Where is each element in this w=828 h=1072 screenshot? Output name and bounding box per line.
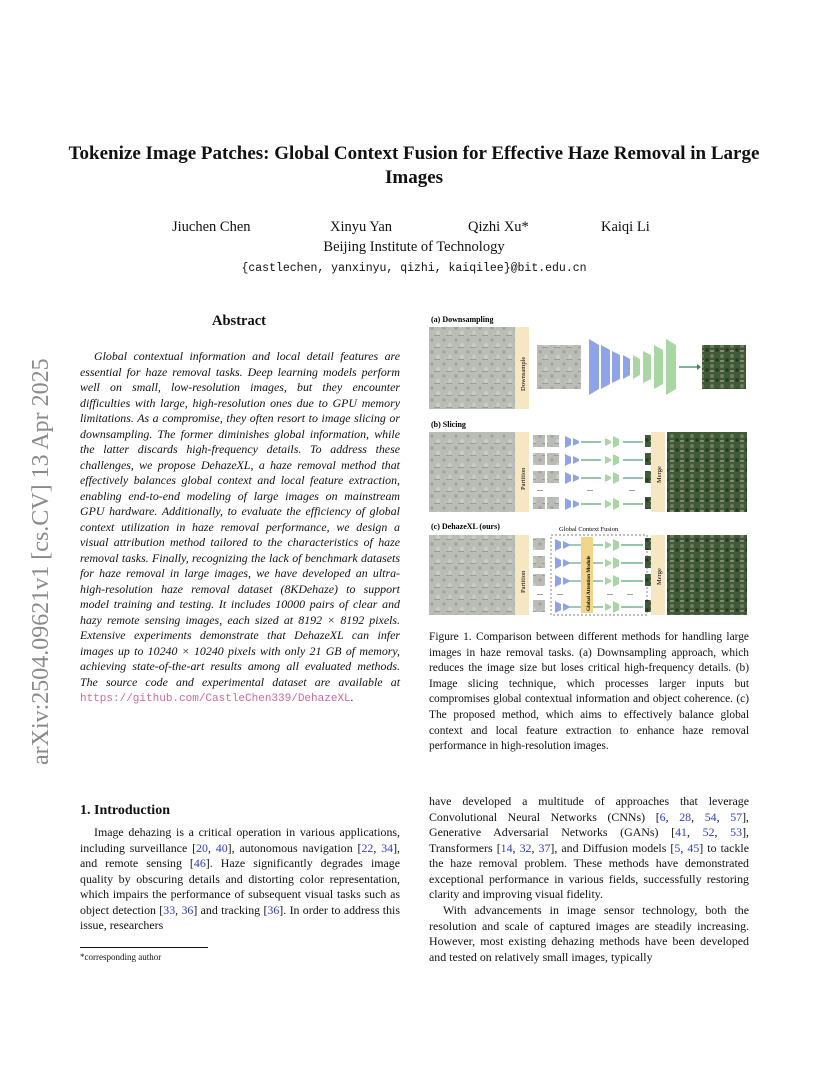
citation[interactable]: 5 [674, 840, 681, 855]
citation[interactable]: 14 [500, 840, 513, 855]
author-list [160, 219, 668, 237]
abstract-heading: Abstract [212, 313, 266, 329]
citation[interactable]: 33 [163, 902, 176, 917]
citation[interactable]: 52 [702, 825, 715, 839]
citation[interactable]: 57 [730, 809, 743, 824]
citation[interactable]: 28 [679, 809, 692, 824]
arrow-head [697, 364, 701, 370]
ellipsis: ... [629, 484, 635, 493]
hazy-image [429, 535, 515, 615]
footnote-rule [80, 947, 208, 948]
panel-c-label: (c) DehazeXL (ours) [431, 522, 500, 531]
merge-label: Merge [656, 568, 663, 585]
text: ] and tracking [ [193, 902, 268, 917]
text: ], Generative Adversarial Networks (GANs) [ [429, 809, 750, 839]
author-name: Qizhi Xu* [468, 219, 529, 235]
ellipsis: ... [627, 588, 633, 597]
affiliation: Beijing Institute of Technology [323, 239, 505, 255]
text: ], Transformers [ [429, 825, 749, 855]
citation[interactable]: 22 [361, 840, 374, 855]
citation[interactable]: 36 [181, 902, 194, 917]
ellipsis: ... [537, 484, 543, 493]
text: ], and remote sensing [ [80, 840, 401, 870]
partition-label: Partition [520, 467, 527, 490]
intro-heading: 1. Introduction [80, 803, 170, 818]
merge-label: Merge [656, 466, 663, 483]
citation[interactable]: 37 [538, 840, 551, 855]
paper-title: Tokenize Image Patches: Global Context Fusion for Effective Haze Removal in Large Images [68, 143, 760, 188]
code-link[interactable]: https://github.com/CastleChen339/DehazeXL [80, 693, 351, 705]
encoder-blocks [589, 339, 676, 395]
downsample-label: Downsample [520, 356, 527, 391]
output-image [667, 535, 747, 615]
output-image [667, 432, 747, 512]
intro-paragraph: Image dehazing is a critical operation in various applications, including surveillance [20, 40], autonomous navigation [22, 34], and remote sensing [46]. Haze significantly degrades image quality by obscuring details and distorting color representation, which impairs the performance of subsequent visual tasks such as object detection [33, 36] and tracking [36]. In order to address this issue, researchers [80, 825, 401, 932]
abstract-body [80, 349, 400, 708]
right-paragraph: have developed a multitude of approaches that leverage Convolutional Neural Networks (CNNs) [6, 28, 54, 57], Generative Adversarial Networks (GANs) [41, 52, 53], Transformers [14, 32, 37], and Diffusion models [5, 45] to tackle the haze removal problem. These methods have demonstrated exceptional performance in various fields, successfully restoring clarity and improving visual fidelity. [429, 794, 750, 901]
citation[interactable]: 53 [730, 825, 743, 839]
text: Image dehazing is a critical operation in various applications, including surveillance [ [80, 825, 400, 855]
author-name: Kaiqi Li [601, 219, 650, 235]
citation[interactable]: 6 [659, 809, 666, 824]
text: ], and Diffusion models [ [550, 840, 675, 855]
text: ]. Haze significantly degrades image quality by obscuring details and distorting color representation, which impairs the performance of subsequent visual tasks such as object detection [ [80, 856, 401, 917]
gam-label: Global Attention Module [586, 555, 592, 611]
figure-caption: Figure 1. Comparison between different methods for handling large images in haze removal tasks. (a) Downsampling approach, which reduces the image size but loses critical high-frequency details. (b) Image slicing technique, which processes larger inputs but compromises global contextual information and object coherence. (c) The proposed method, which aims to effectively balance global context and local feature extraction to enhance haze removal performance in high-resolution images. [429, 631, 749, 753]
text: ], autonomous navigation [ [227, 840, 362, 855]
author-emails: {castlechen, yanxinyu, qizhi, kaiqilee}@bit.edu.cn [241, 262, 587, 275]
author-name: Jiuchen Chen [172, 219, 251, 235]
citation[interactable]: 45 [687, 840, 700, 855]
partition-label: Partition [520, 570, 527, 593]
text: have developed a multitude of approaches that leverage Convolutional Neural Networks (CNNs) [ [429, 794, 749, 824]
hazy-image [429, 327, 515, 409]
citation[interactable]: 32 [519, 840, 532, 855]
arxiv-id: arXiv:2504.09621v1 [cs.CV] 13 Apr 2025 [28, 358, 54, 765]
footnote: *corresponding author [80, 952, 162, 962]
citation[interactable]: 46 [193, 856, 206, 870]
ellipsis: ... [587, 484, 593, 493]
hazy-image [429, 432, 515, 512]
panel-b-label: (b) Slicing [431, 420, 466, 429]
ellipsis: ... [607, 588, 613, 597]
citation[interactable]: 20 [196, 840, 208, 855]
text: ]. In order to address this issue, researchers [80, 902, 400, 932]
citation[interactable]: 34 [381, 840, 394, 855]
citation[interactable]: 54 [704, 809, 717, 824]
citation[interactable]: 41 [675, 825, 687, 839]
panel-a-label: (a) Downsampling [431, 315, 494, 324]
gcf-label: Global Context Fusion [559, 526, 619, 533]
downsampled-image [537, 345, 581, 389]
text: ] to tackle the haze removal problem. These methods have demonstrated exceptional performance in various fields, successfully restoring clarity and improving visual fidelity. [429, 840, 749, 901]
citation[interactable]: 36 [267, 902, 280, 917]
dehazexl-rows [533, 538, 657, 613]
right-paragraph-2: With advancements in image sensor technology, both the resolution and scale of captured images are steadily increasing. However, most existing dehazing methods have been developed and tested on relatively small images, typically [429, 903, 749, 964]
ellipsis: ... [557, 588, 563, 597]
arxiv-stamp [18, 285, 58, 765]
output-image [702, 345, 746, 389]
citation[interactable]: 40 [215, 840, 228, 855]
slice-rows [533, 435, 657, 510]
author-name: Xinyu Yan [330, 219, 393, 235]
ellipsis: ... [537, 588, 543, 597]
abstract-end: . [350, 690, 354, 704]
figure-1 [429, 313, 749, 618]
abstract-text: Global contextual information and local detail features are essential for haze removal tasks. Deep learning models perform well on small, low-resolution images, but they encounter difficulties with large, high-resolution ones due to GPU memory limitations. As a compromise, they often resort to image slicing or downsampling. The former diminishes global information, while the latter discards high-frequency details. To address these challenges, we propose DehazeXL, a haze removal method that effectively balances global context and local feature extraction, enabling end-to-end modeling of large images on mainstream GPU hardware. Additionally, to evaluate the efficiency of global context utilization in haze removal performance, we design a visual attribution method tailored to the characteristics of haze removal tasks. Finally, recognizing the lack of benchmark datasets for haze removal in large images, we have developed an ultra-high-resolution haze removal dataset (8KDehaze) to support model training and testing. It includes 10000 pairs of clear and hazy remote sensing images, each sized at 8192 × 8192 pixels. Extensive experiments demonstrate that DehazeXL can infer images up to 10240 × 10240 pixels with only 21 GB of memory, achieving state-of-the-art results among all evaluated methods. The source code and experimental dataset are available at [80, 349, 400, 689]
